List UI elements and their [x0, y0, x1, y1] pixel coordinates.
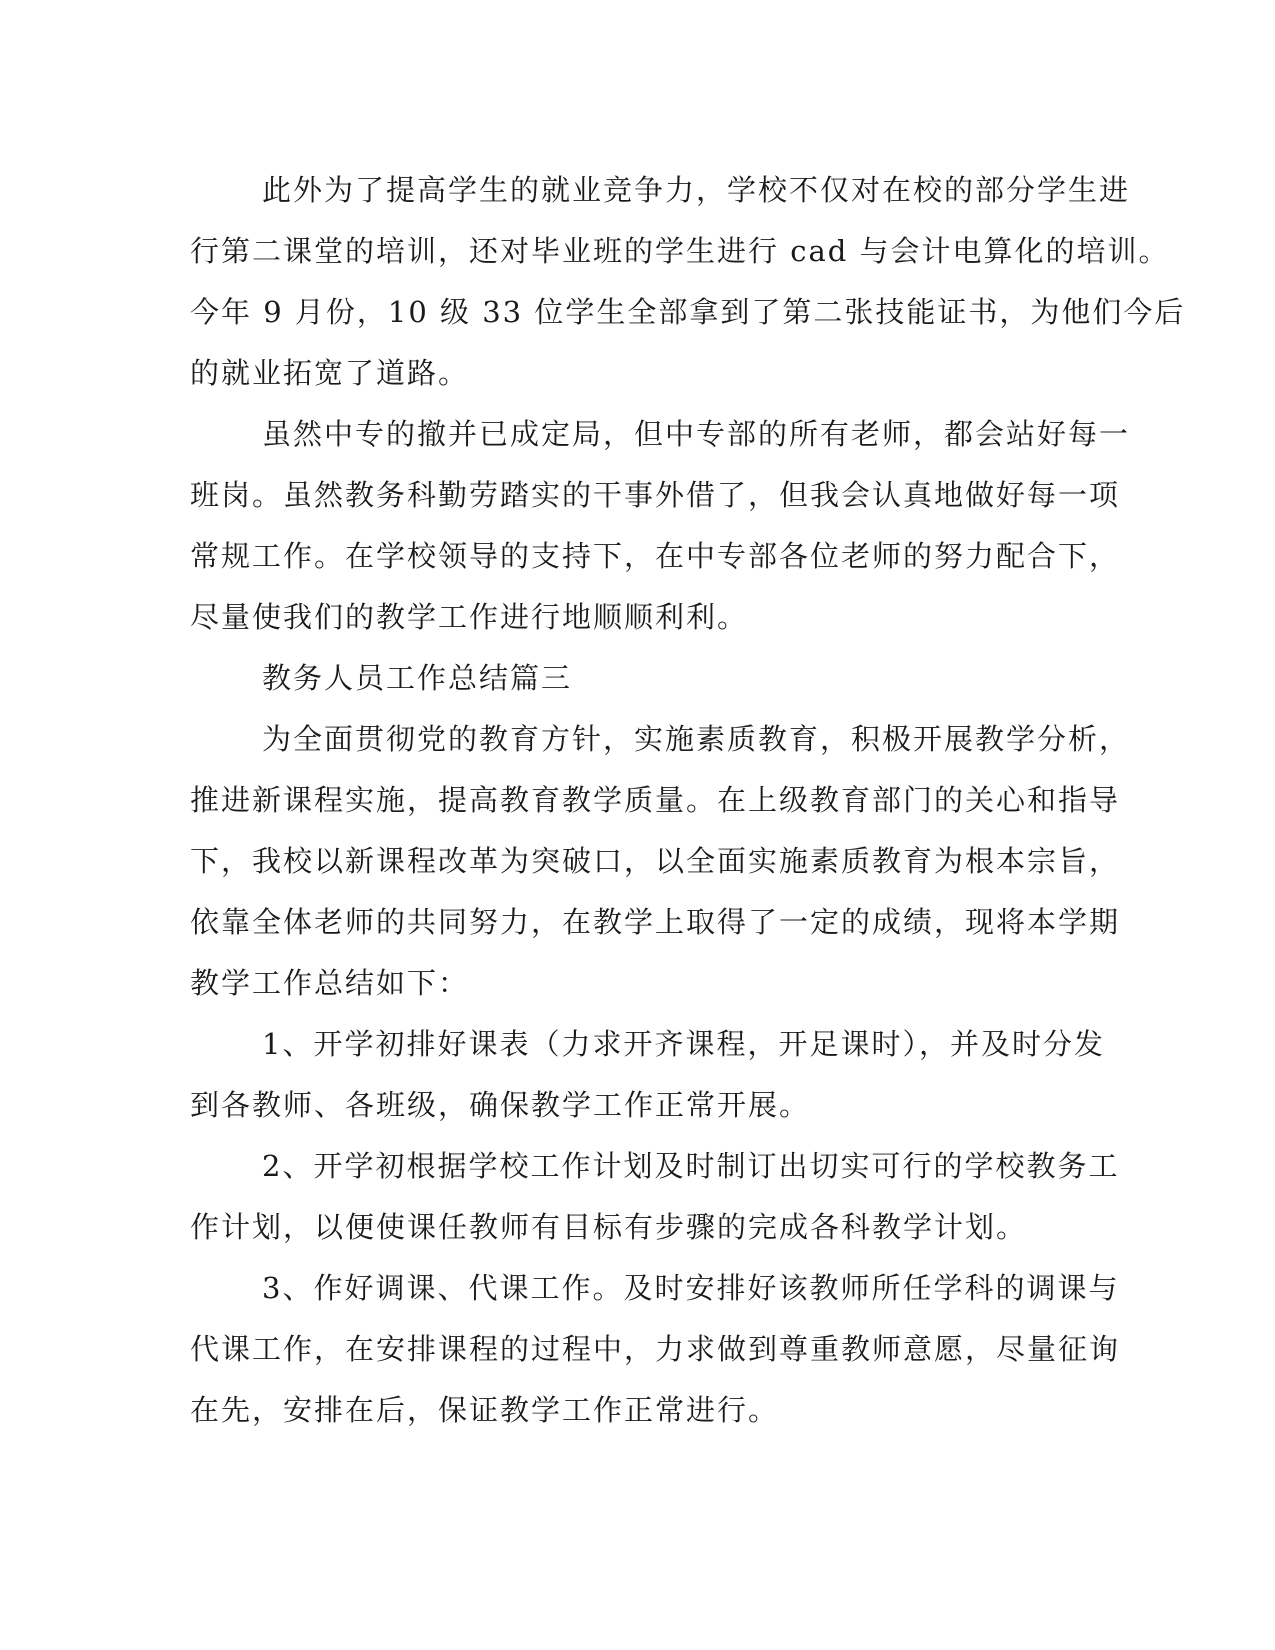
- text-line: 依靠全体老师的共同努力，在教学上取得了一定的成绩，现将本学期: [190, 905, 1121, 939]
- text-line: 推进新课程实施，提高教育教学质量。在上级教育部门的关心和指导: [190, 783, 1121, 817]
- text-line: 虽然中专的撤并已成定局，但中专部的所有老师，都会站好每一: [262, 417, 1131, 451]
- text-line: 作计划，以便使课任教师有目标有步骤的完成各科教学计划。: [190, 1210, 1028, 1244]
- document-body: [190, 160, 1186, 1441]
- text-line: 今年 9 月份，10 级 33 位学生全部拿到了第二张技能证书，为他们今后: [190, 295, 1186, 329]
- text-line: 的就业拓宽了道路。: [190, 356, 470, 390]
- text-line: 到各教师、各班级，确保教学工作正常开展。: [190, 1088, 811, 1122]
- text-line: 3、作好调课、代课工作。及时安排好该教师所任学科的调课与: [262, 1271, 1120, 1305]
- text-line: 代课工作，在安排课程的过程中，力求做到尊重教师意愿，尽量征询: [190, 1332, 1121, 1366]
- text-line: 尽量使我们的教学工作进行地顺顺利利。: [190, 600, 749, 634]
- text-line: 下，我校以新课程改革为突破口，以全面实施素质教育为根本宗旨，: [190, 844, 1121, 878]
- text-line: 此外为了提高学生的就业竞争力，学校不仅对在校的部分学生进: [262, 173, 1131, 207]
- text-line: 2、开学初根据学校工作计划及时制订出切实可行的学校教务工: [262, 1149, 1120, 1183]
- text-line: 教学工作总结如下：: [190, 966, 470, 1000]
- text-line: 常规工作。在学校领导的支持下，在中专部各位老师的努力配合下，: [190, 539, 1121, 573]
- section-heading: 教务人员工作总结篇三: [262, 661, 573, 695]
- text-line: 1、开学初排好课表（力求开齐课程，开足课时），并及时分发: [262, 1027, 1105, 1061]
- text-line: 为全面贯彻党的教育方针，实施素质教育，积极开展教学分析，: [262, 722, 1131, 756]
- text-line: 在先，安排在后，保证教学工作正常进行。: [190, 1393, 780, 1427]
- text-line: 班岗。虽然教务科勤劳踏实的干事外借了，但我会认真地做好每一项: [190, 478, 1121, 512]
- text-line: 行第二课堂的培训，还对毕业班的学生进行 cad 与会计电算化的培训。: [190, 234, 1170, 268]
